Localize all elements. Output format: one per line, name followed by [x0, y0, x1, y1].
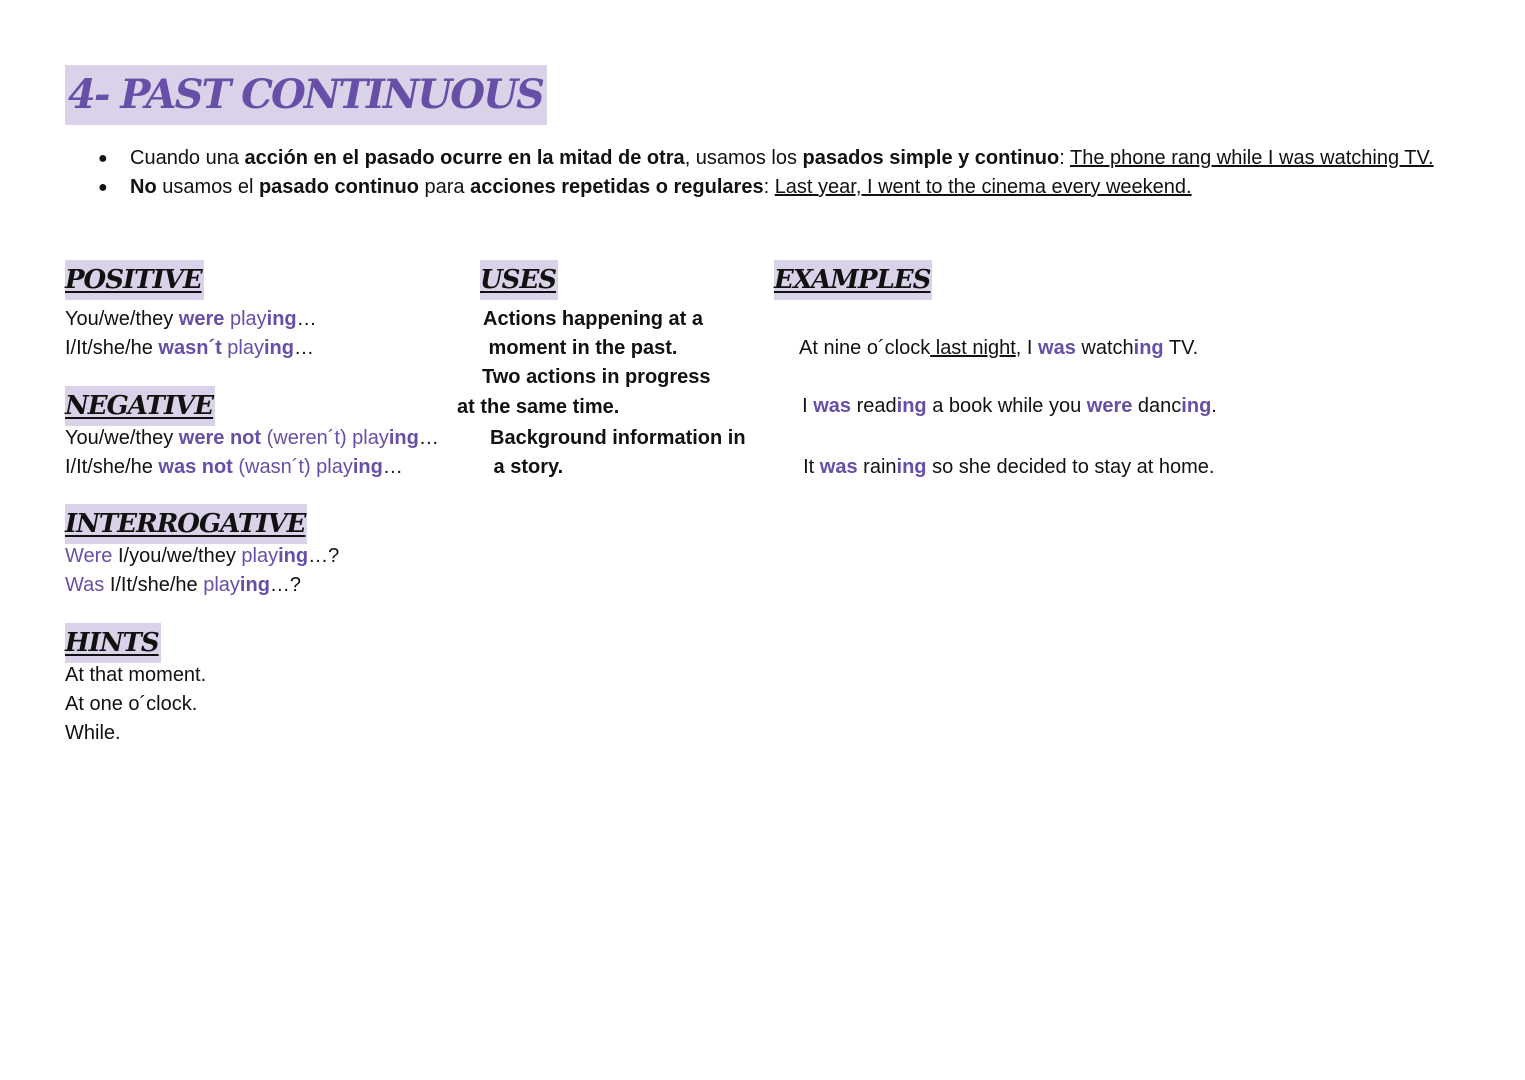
subject: I/you/we/they	[112, 545, 242, 567]
auxiliary: Were	[65, 545, 113, 567]
bullet-icon: ●	[98, 150, 108, 167]
hint-item: At that moment.	[65, 664, 207, 686]
example-text: TV.	[1163, 337, 1199, 359]
example-text: At nine o´clock	[799, 337, 931, 359]
interrogative-line-plural	[65, 542, 339, 571]
ellipsis: …?	[269, 574, 302, 596]
use-line: at the same time.	[457, 396, 620, 418]
hints-heading: HINTS	[65, 623, 161, 663]
positive-line-singular	[65, 334, 314, 363]
verb: play	[241, 545, 279, 567]
example-text: rain	[857, 456, 897, 478]
auxiliary: was	[1038, 337, 1076, 359]
ing-suffix: ing	[239, 574, 270, 596]
rule-text: usamos el	[156, 176, 259, 198]
ing-suffix: ing	[1133, 337, 1164, 359]
subject: You/we/they	[65, 308, 179, 330]
ing-suffix: ing	[266, 308, 297, 330]
rule-item	[98, 173, 1438, 202]
example-text: danc	[1132, 395, 1182, 417]
auxiliary: Was	[65, 574, 105, 596]
example-sentence	[789, 305, 1198, 363]
ellipsis: …	[418, 427, 439, 449]
subject: I/It/she/he	[65, 456, 159, 478]
use-line: moment in the past.	[483, 337, 678, 359]
use-line: a story.	[488, 456, 564, 478]
subject: You/we/they	[65, 427, 179, 449]
rule-text: :	[1059, 147, 1070, 169]
auxiliary: were	[1086, 395, 1133, 417]
ellipsis: …?	[308, 545, 340, 567]
auxiliary: was not	[158, 456, 233, 478]
ing-suffix: ing	[263, 337, 294, 359]
rule-text: Cuando una	[130, 147, 245, 169]
example-text: , I	[1015, 337, 1039, 359]
use-line: Actions happening at a	[483, 308, 704, 330]
verb: play	[203, 574, 240, 596]
negative-heading: NEGATIVE	[65, 386, 215, 426]
contraction: (wasn´t) play	[232, 456, 353, 478]
rule-item	[98, 144, 1438, 173]
rule-text: , usamos los	[684, 147, 803, 169]
ing-suffix: ing	[1181, 395, 1212, 417]
rule-example: Last year, I went to the cinema every weekend.	[774, 176, 1192, 198]
interrogative-line-singular	[65, 571, 301, 600]
rule-text: para	[418, 176, 471, 198]
subject: I/It/she/he	[104, 574, 204, 596]
example-sentence	[791, 363, 1217, 421]
positive-line-plural	[65, 305, 317, 334]
positive-heading: POSITIVE	[65, 260, 204, 300]
interrogative-heading: INTERROGATIVE	[65, 504, 307, 544]
rule-example: The phone rang while I was watching TV.	[1070, 147, 1434, 169]
auxiliary: wasn´t	[158, 337, 222, 359]
negative-line-plural	[65, 424, 439, 453]
example-text: read	[851, 395, 897, 417]
example-text: so she decided to stay at home.	[926, 456, 1215, 478]
ing-suffix: ing	[896, 456, 927, 478]
rule-emphasis: pasado continuo	[258, 176, 419, 198]
hint-item: At one o´clock.	[65, 693, 198, 715]
hint-item: While.	[65, 722, 121, 744]
example-underlined: last night	[930, 337, 1016, 359]
ing-suffix: ing	[278, 545, 309, 567]
ellipsis: …	[382, 456, 403, 478]
bullet-icon: ●	[98, 179, 108, 196]
rule-emphasis: No	[130, 176, 157, 198]
use-line: Background information in	[490, 427, 746, 449]
negative-line-singular	[65, 453, 403, 482]
auxiliary: was	[813, 395, 852, 417]
ing-suffix: ing	[896, 395, 927, 417]
verb: play	[221, 337, 264, 359]
rule-emphasis: acción en el pasado ocurre en la mitad de otra	[244, 147, 685, 169]
rule-text: :	[763, 176, 775, 198]
example-text: a book while you	[926, 395, 1087, 417]
contraction: (weren´t) play	[261, 427, 389, 449]
verb: play	[224, 308, 267, 330]
ing-suffix: ing	[352, 456, 383, 478]
rule-emphasis: acciones repetidas o regulares	[470, 176, 764, 198]
use-line: Two actions in progress	[482, 366, 711, 388]
subject: I/It/she/he	[65, 337, 159, 359]
auxiliary: was	[819, 456, 858, 478]
uses-heading: USES	[480, 260, 558, 300]
auxiliary: were	[178, 308, 225, 330]
ellipsis: …	[296, 308, 317, 330]
example-text: It	[803, 456, 820, 478]
example-text: I	[802, 395, 814, 417]
auxiliary: were not	[178, 427, 262, 449]
ellipsis: …	[293, 337, 314, 359]
example-text: watch	[1075, 337, 1134, 359]
example-sentence	[792, 424, 1214, 482]
example-text: .	[1211, 395, 1217, 417]
ing-suffix: ing	[388, 427, 419, 449]
page-title: 4- PAST CONTINUOUS	[65, 65, 547, 125]
rules-list	[98, 144, 1438, 202]
rule-emphasis: pasados simple y continuo	[802, 147, 1060, 169]
examples-heading: EXAMPLES	[774, 260, 932, 300]
